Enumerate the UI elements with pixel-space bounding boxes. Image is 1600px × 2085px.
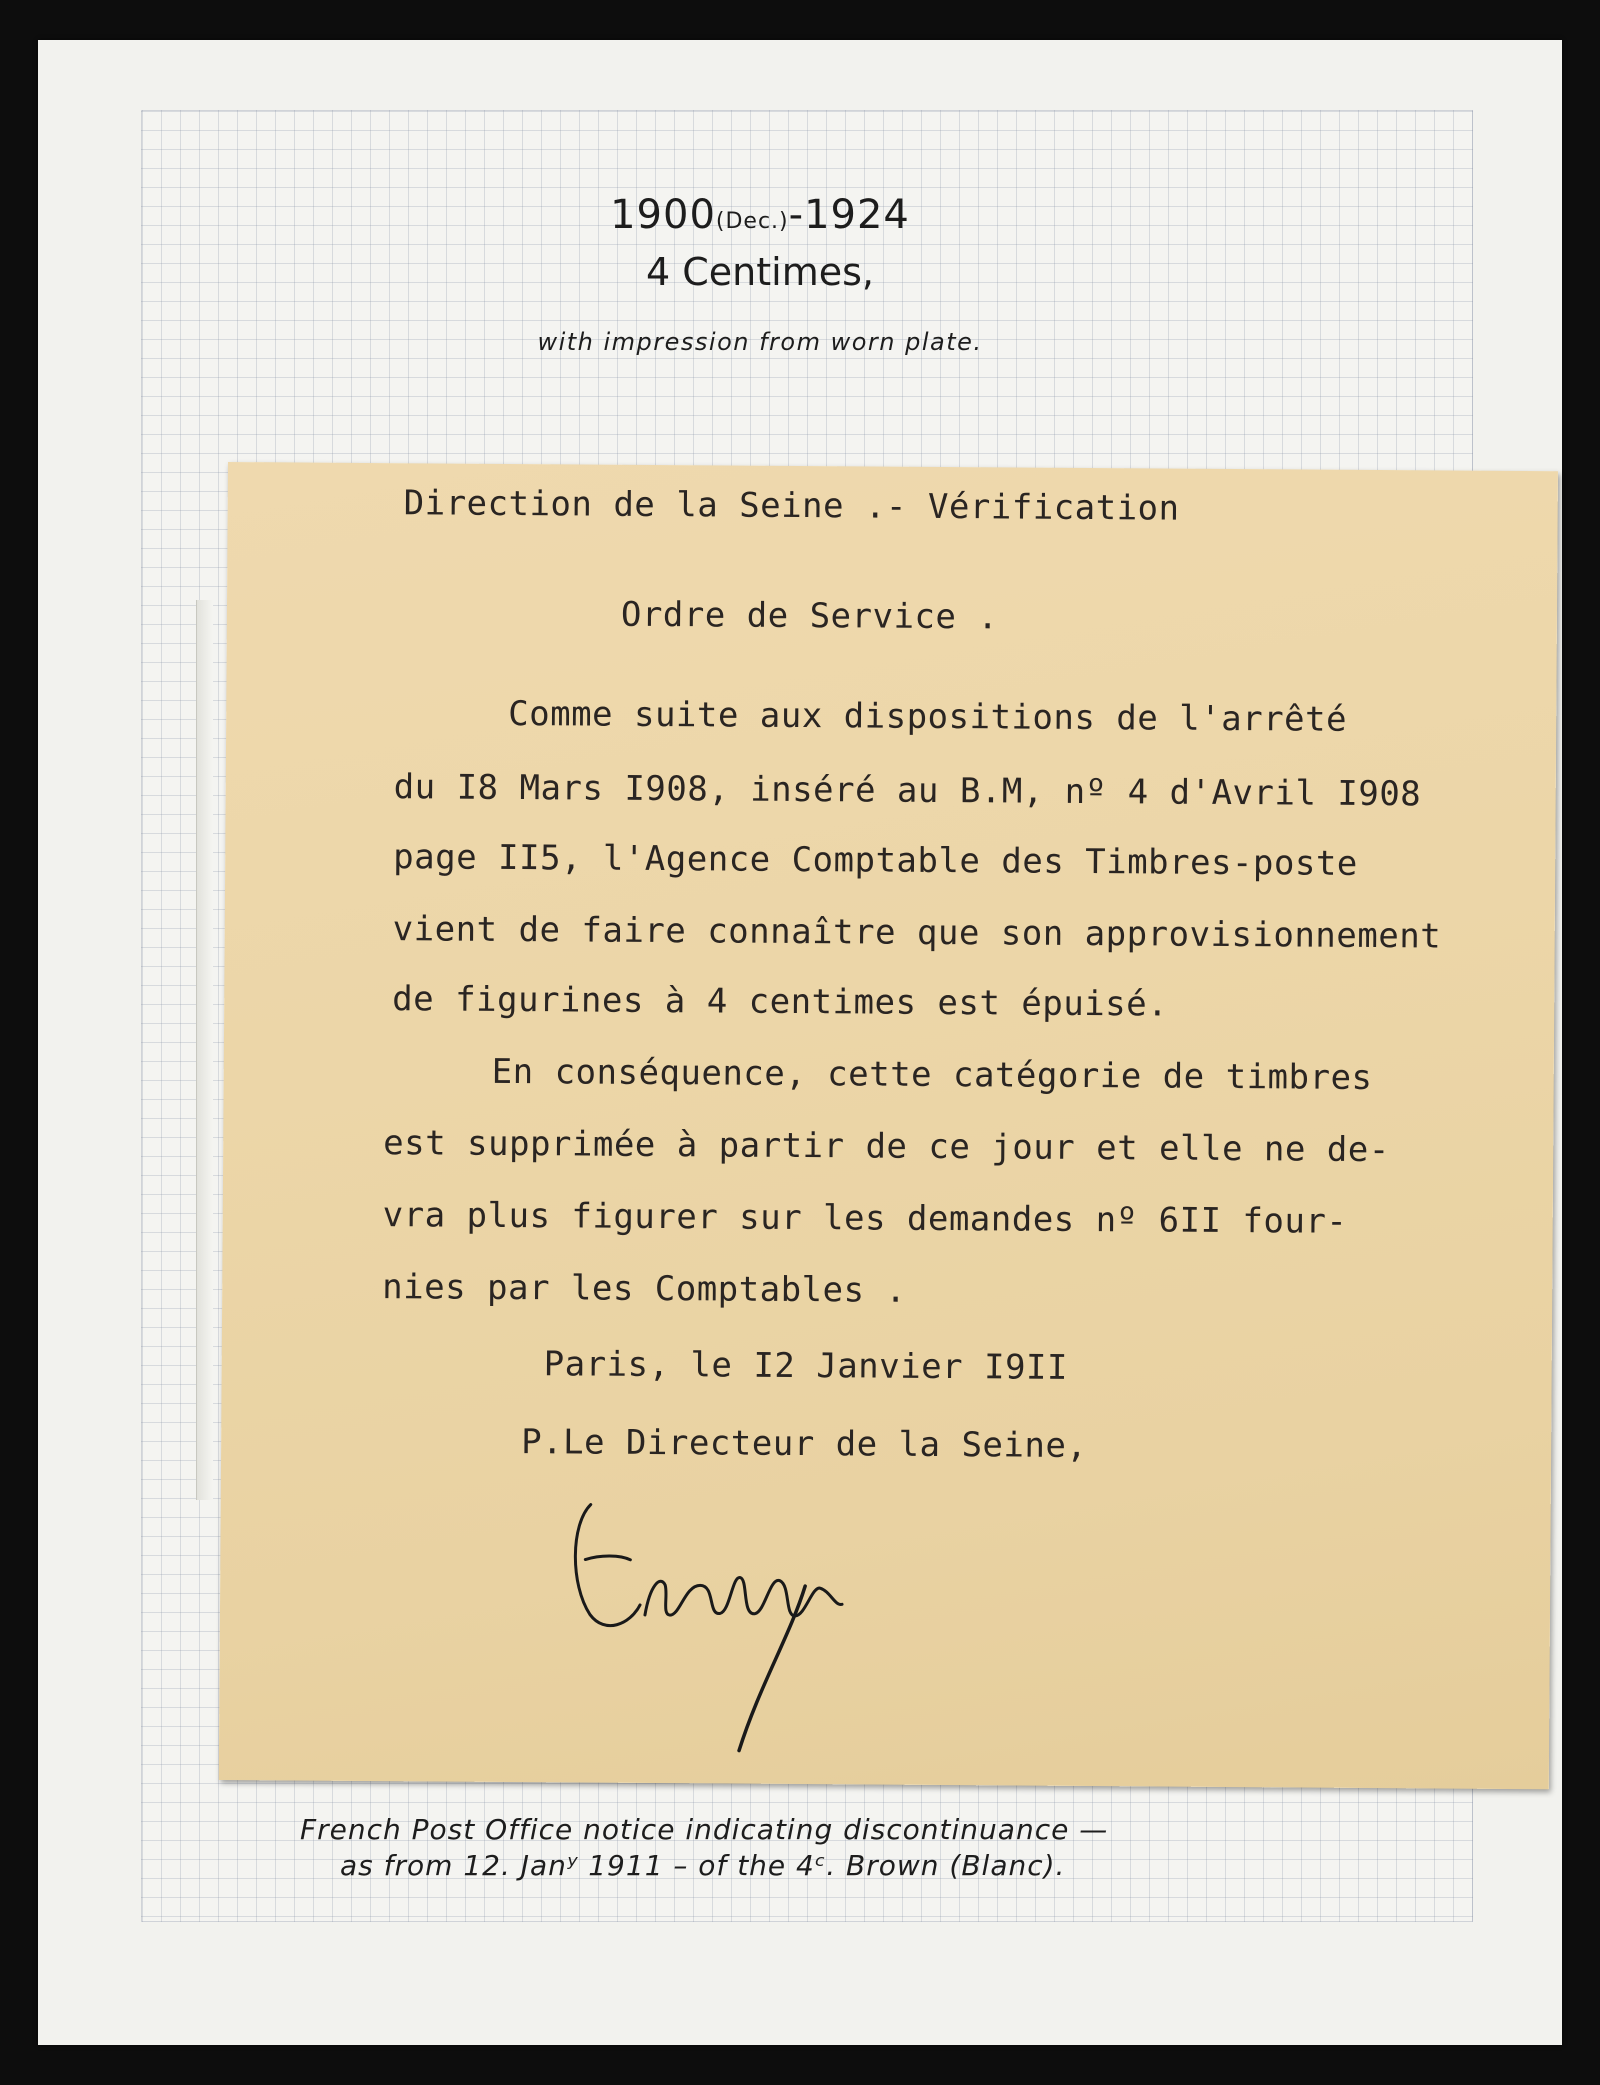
notice-body-line: du I8 Mars I908, inséré au B.M, nº 4 d'Avril I908 — [393, 767, 1422, 815]
caption-line: French Post Office notice indicating discontinuance — — [300, 1813, 1109, 1846]
mount-strip — [196, 600, 213, 1500]
notice-body-line: En conséquence, cette catégorie de timbres — [491, 1051, 1373, 1099]
album-caption — [300, 1812, 1340, 1884]
years-start: 1900 — [610, 192, 716, 238]
notice-body-line: vra plus figurer sur les demandes nº 6II four- — [382, 1195, 1348, 1242]
notice-signatory: P.Le Directeur de la Seine, — [521, 1422, 1088, 1467]
caption-line: as from 12. Janʸ 1911 – of the 4ᶜ. Brown (Blanc). — [340, 1849, 1066, 1882]
notice-body-line: page II5, l'Agence Comptable des Timbres-poste — [393, 837, 1358, 884]
notice-title: Ordre de Service . — [620, 594, 999, 638]
years-note: (Dec.) — [715, 209, 789, 234]
album-heading-note: with impression from worn plate. — [537, 328, 983, 356]
years-end: -1924 — [788, 192, 910, 238]
notice-body-line: vient de faire connaître que son approvisionnement — [392, 909, 1442, 957]
album-heading-years — [480, 192, 1040, 238]
notice-body-line: de figurines à 4 centimes est épuisé. — [392, 979, 1169, 1025]
album-heading-value: 4 Centimes, — [646, 250, 874, 294]
notice-header: Direction de la Seine .- Vérification — [403, 483, 1180, 529]
notice-document — [219, 462, 1558, 1789]
notice-body-line: Comme suite aux dispositions de l'arrêté — [508, 693, 1348, 740]
notice-body-line: nies par les Comptables . — [382, 1267, 907, 1311]
notice-body-line: est supprimée à partir de ce jour et elle ne de- — [383, 1123, 1390, 1171]
notice-date: Paris, le I2 Janvier I9II — [543, 1344, 1069, 1388]
handwritten-signature — [549, 1464, 851, 1756]
